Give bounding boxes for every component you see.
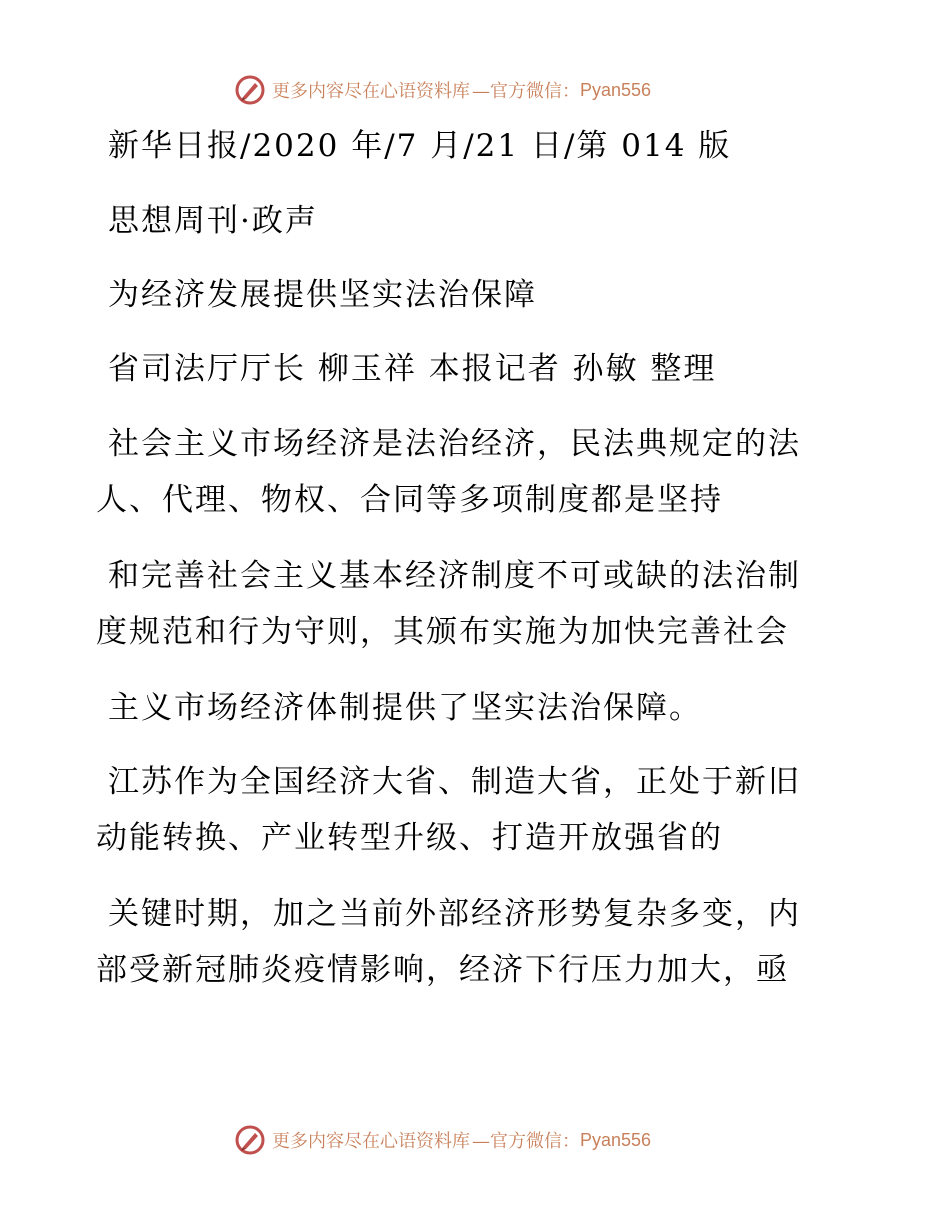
- watermark-separator: —官方微信：: [472, 1131, 580, 1152]
- watermark-text: 更多内容尽在心语资料库: [272, 81, 470, 102]
- article-body-line: 关键时期，加之当前外部经济形势复杂多变，内: [108, 896, 801, 932]
- watermark-header: [234, 72, 651, 108]
- article-body-line: 社会主义市场经济是法治经济，民法典规定的法: [108, 426, 801, 462]
- article-body-line: 动能转换、产业转型升级、打造开放强省的: [96, 820, 723, 856]
- article-body-line: 主义市场经济体制提供了坚实法治保障。: [108, 690, 702, 726]
- article-section: 思想周刊·政声: [108, 203, 318, 239]
- article-headline: 为经济发展提供坚实法治保障: [108, 277, 537, 313]
- article-body-line: 部受新冠肺炎疫情影响，经济下行压力加大，亟: [96, 952, 789, 988]
- watermark-separator: —官方微信：: [472, 81, 580, 102]
- watermark-footer: [234, 1122, 651, 1158]
- article-body-line: 度规范和行为守则，其颁布实施为加快完善社会: [96, 614, 789, 650]
- article-byline: 省司法厅厅长 柳玉祥 本报记者 孙敏 整理: [108, 351, 717, 387]
- article-body-line: 人、代理、物权、合同等多项制度都是坚持: [96, 482, 723, 518]
- pen-logo-icon: [234, 1124, 266, 1156]
- watermark-wechat-id: Pyan556: [580, 79, 652, 100]
- watermark-wechat-id: Pyan556: [580, 1129, 652, 1150]
- article-body-line: 和完善社会主义基本经济制度不可或缺的法治制: [108, 558, 801, 594]
- pen-logo-icon: [234, 74, 266, 106]
- watermark-text: 更多内容尽在心语资料库: [272, 1131, 470, 1152]
- article-body-line: 江苏作为全国经济大省、制造大省，正处于新旧: [108, 764, 801, 800]
- article-source-line: 新华日报/2020 年/7 月/21 日/第 014 版: [108, 128, 732, 164]
